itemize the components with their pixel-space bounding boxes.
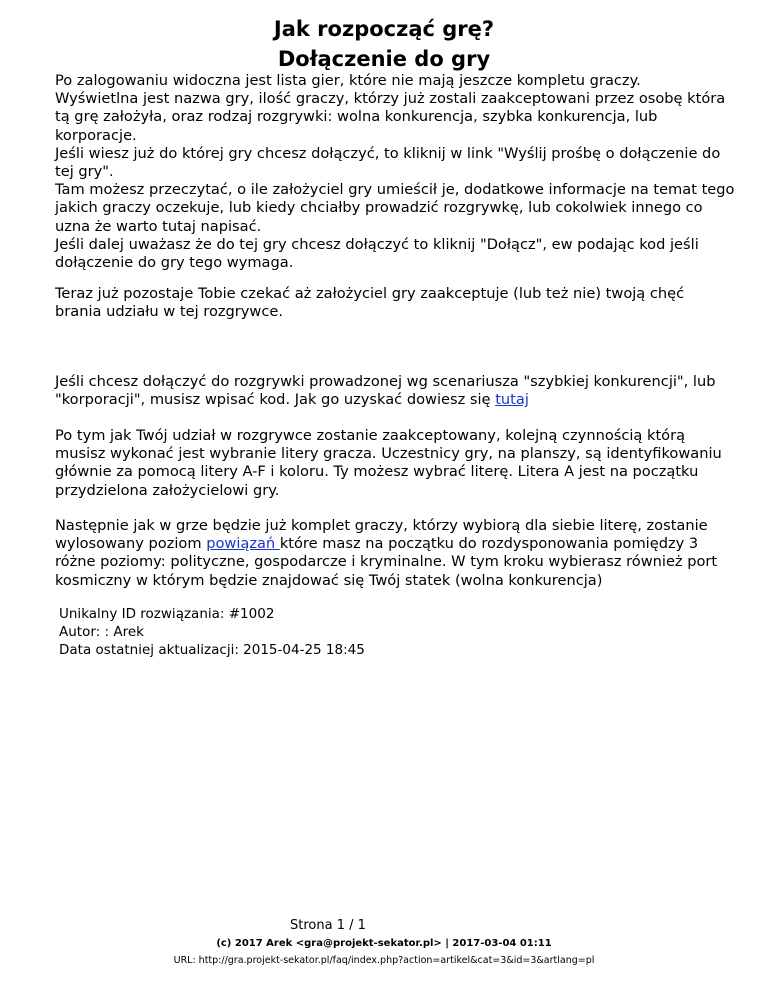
paragraph-code-info: [55, 373, 735, 409]
connections-text-after: które masz na początku do rozdysponowania pomiędzy 3 różne poziomy: polityczne, gospodarcze i kryminalne. W tym kroku wybierasz również port kosmiczny w którym będzie znajdować się Twój statek (wolna konkurencja): [55, 535, 718, 589]
solution-id: Unikalny ID rozwiązania: #1002: [59, 606, 275, 622]
connections-link[interactable]: powiązań: [206, 535, 280, 553]
footer-url: URL: http://gra.projekt-sekator.pl/faq/index.php?action=artikel&cat=3&id=3&artlang=pl: [173, 955, 595, 966]
paragraph-connections: [55, 517, 735, 590]
page-number: Strona 1 / 1: [290, 918, 366, 933]
author: Autor: : Arek: [59, 624, 144, 640]
paragraph-letter-choice: Po tym jak Twój udział w rozgrywce zostanie zaakceptowany, kolejną czynnością którą musisz wykonać jest wybranie litery gracza. Uczestnicy gry, na planszy, są identyfikowaniu głównie za pomocą litery A-F i koloru. Ty możesz wybrać literę. Litera A jest na początku przydzielona założycielowi gry.: [55, 427, 722, 499]
paragraph-game-info: Wyświetlna jest nazwa gry, ilość graczy, którzy już zostali zaakceptowani przez osobę która tą grę założyła, oraz rodzaj rozgrywki: wolna konkurencja, szybka konkurencja, lub korporacje.: [55, 90, 726, 144]
paragraph-game-list: Po zalogowaniu widoczna jest lista gier, które nie mają jeszcze kompletu graczy.: [55, 72, 641, 89]
page-subtitle: Dołączenie do gry: [277, 47, 491, 71]
code-info-link[interactable]: tutaj: [495, 391, 529, 409]
code-info-text: Jeśli chcesz dołączyć do rozgrywki prowadzonej wg scenariusza "szybkiej konkurencji", lub "korporacji", musisz wpisać kod. Jak go uzyskać dowiesz się: [55, 373, 716, 409]
paragraph-join: Jeśli dalej uważasz że do tej gry chcesz dołączyć to kliknij "Dołącz", ew podając kod jeśli dołączenie do gry tego wymaga.: [55, 235, 699, 272]
page-title: Jak rozpocząć grę?: [273, 17, 495, 41]
paragraph-send-request: Jeśli wiesz już do której gry chcesz dołączyć, to kliknij w link "Wyślij prośbę o dołączenie do tej gry".: [55, 144, 721, 181]
last-updated: Data ostatniej aktualizacji: 2015-04-25 18:45: [59, 642, 365, 658]
connections-text-before: Następnie jak w grze będzie już komplet graczy, którzy wybiorą dla siebie literę, zostanie wylosowany poziom: [55, 517, 708, 553]
footer-copyright: (c) 2017 Arek <gra@projekt-sekator.pl> | 2017-03-04 01:11: [216, 938, 552, 949]
paragraph-wait-acceptance: Teraz już pozostaje Tobie czekać aż założyciel gry zaakceptuje (lub też nie) twoją chęć brania udziału w tej rozgrywce.: [55, 285, 685, 321]
intro-section: [55, 72, 735, 272]
paragraph-extra-info: Tam możesz przeczytać, o ile założyciel gry umieścił je, dodatkowe informacje na temat tego jakich graczy oczekuje, lub kiedy chciałby prowadzić rozgrywkę, lub cokolwiek innego co uzna że warto tutaj napisać.: [55, 181, 735, 235]
